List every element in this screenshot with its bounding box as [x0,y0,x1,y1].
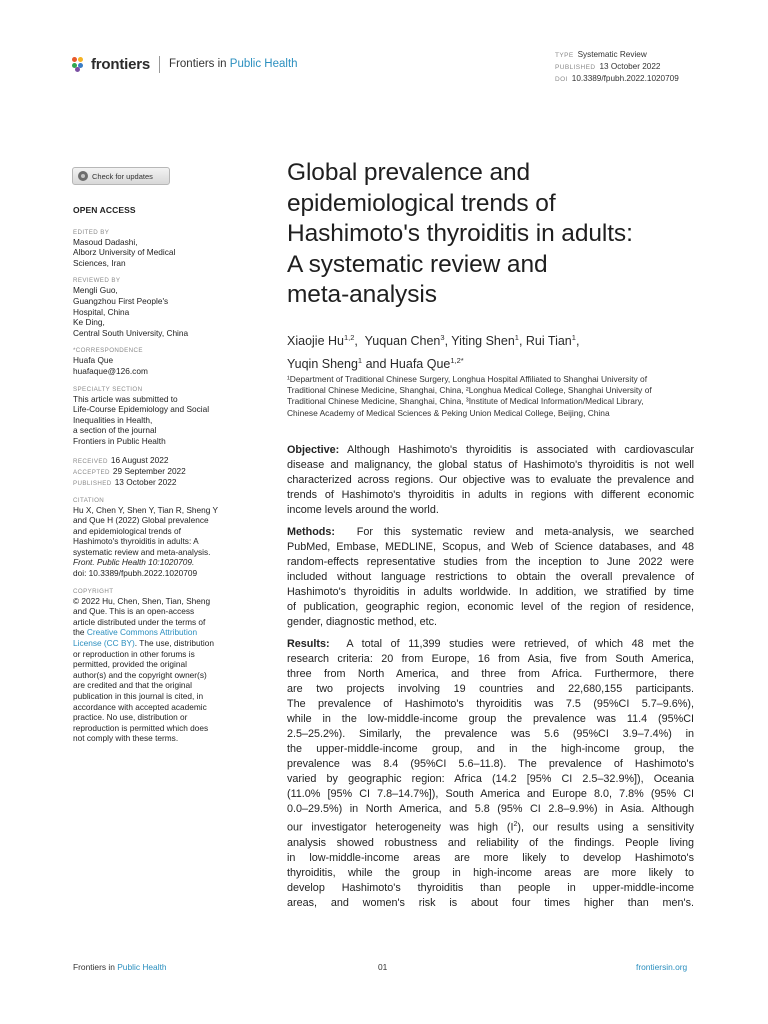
author-list: Xiaojie Hu$^{1,2}$, Yuquan Chen$^3$, Yiting Shen$^1$, Rui Tian$^1$, Yuqin Sheng$^1$ and Huafa Que$^{1,2*}$ [287,333,580,372]
abstract [287,443,694,918]
cc-license-link-2[interactable]: License (CC BY) [73,638,135,649]
reviewed-by: REVIEWED BY Mengli Guo, Guangzhou First People's Hospital, China Ke Ding, Central South University, China [73,277,189,338]
correspondence: *CORRESPONDENCE Huafa Que huafaque@126.com [73,346,233,376]
author[interactable]: Xiaojie Hu [287,334,344,349]
article-title: Global prevalence and epidemiological trends of Hashimoto's thyroiditis in adults: A systematic review and meta-analysis [287,159,633,308]
author[interactable]: Rui Tian [525,334,572,349]
meta-doi: DOI 10.3389/fpubh.2022.1020709 [555,74,679,83]
open-access-label: OPEN ACCESS [73,205,136,215]
author[interactable]: Huafa Que [389,357,451,372]
footer-journal: Frontiers in Public Health [73,962,167,972]
author[interactable]: Yiting Shen [451,334,515,349]
author[interactable]: Yuqin Sheng [287,357,358,372]
affiliations: ¹Department of Traditional Chinese Surgery, Longhua Hospital Affiliated to Shanghai University of Traditional Chinese Medicine, Shanghai, China, ²Longhua Medical College, Shanghai University of Traditional Chinese Medicine, Shanghai, China, ³Institute of Medical Information/Medical Library, Chinese Academy of Medical Sciences & Peking Union Medical College, Beijing, China [287,374,652,418]
cc-license-link[interactable]: Creative Commons Attribution [86,627,198,638]
check-updates-label: Check for updates [92,171,153,181]
citation: CITATION Hu X, Chen Y, Shen Y, Tian R, Sheng Y and Que H (2022) Global prevalence and epidemiological trends of Hashimoto's thyroiditis in adults: A systematic review and meta-analysis. Front. Public Health 10:1020709. doi: 10.3389/fpubh.2022.1020709 [73,496,218,579]
frontiers-logo-icon [72,57,87,72]
journal-logo [72,54,298,74]
footer-site-link[interactable]: frontiersin.org [636,962,688,972]
history-dates: RECEIVED 16 August 2022 ACCEPTED 29 September 2022 PUBLISHED 13 October 2022 [73,454,186,487]
journal-name: Frontiers in Public Health [169,58,298,70]
abstract-methods: Methods: For this systematic review and meta-analysis, we searched PubMed, Embase, MEDLINE, Scopus, and Web of Science databases, and 48 random-effects representative studies from the inception to June 2022 were included without language restrictions to obtain the overall prevalence of Hashimoto's thyroiditis in adults worldwide. In addition, we stratified by time of publication, geographic region, economic level of the region of residence, gender, diagnostic method, etc. [287,526,694,628]
logo-divider [159,56,160,73]
crossmark-icon [78,171,88,181]
specialty-section: SPECIALTY SECTION This article was submitted to Life-Course Epidemiology and Social Inequalities in Health, a section of the journal Frontiers in Public Health [73,385,210,446]
page-number: 01 [378,962,388,972]
check-for-updates-button[interactable] [72,167,170,185]
brand-name: frontiers [91,55,151,73]
meta-type: TYPE Systematic Review [555,50,647,59]
edited-by: EDITED BY Masoud Dadashi, Alborz University of Medical Sciences, Iran [73,228,176,268]
sidebar [73,205,233,752]
correspondence-email[interactable]: huafaque@126.com [73,365,148,376]
abstract-results: Results: A total of 11,399 studies were retrieved, of which 48 met the research criteria: 20 from Europe, 16 from Asia, five from South America, three from North America, and three from Africa. Furthermore, there are two projects involving 19 countries and 22,680,155 participants. The prevalence of Hashimoto's thyroiditis was 7.5 (95%CI 5.7–9.6%), while in the low-middle-income group the prevalence was 11.4 (95%CI 2.5–25.2%). Similarly, the prevalence was 5.6 (95%CI 3.9–7.4%) in the upper-middle-income group, and in the high-income group, the prevalence was 8.4 (95%CI 5.6–11.8). The prevalence of Hashimoto's varied by geographic region: Africa (14.2 [95% CI 2.5–32.9%]), Oceania (11.0% [95% CI 7.8–14.7%]), South America and Europe 8.0, 7.8% (95% CI 0.0–29.5%) in North America, and 5.8 (95% CI 2.8–9.9%) in Asia. Although our investigator heterogeneity was high $(I^2)$, our results using a sensitivity analysis showed robustness and reliability of the findings. People living in low-middle-income areas are more likely to develop Hashimoto's thyroiditis, while the group in high-income areas are more likely to develop Hashimoto's thyroiditis than people in upper-middle-income areas, and women's risk is about four times higher than men's. [287,638,694,909]
article-meta [555,49,679,85]
meta-published: PUBLISHED 13 October 2022 [555,62,661,71]
copyright: COPYRIGHT © 2022 Hu, Chen, Shen, Tian, Sheng and Que. This is an open-access article distributed under the terms of the Creative Commons Attribution License (CC BY). The use, distribution or reproduction in other forums is permitted, provided the original author(s) and the copyright owner(s) are credited and that the original publication in this journal is cited, in accordance with accepted academic practice. No use, distribution or reproduction is permitted which does not comply with these terms. [73,587,214,744]
abstract-objective: Objective: Although Hashimoto's thyroiditis is associated with cardiovascular disease and malignancy, the global status of Hashimoto's thyroiditis is not well characterized across regions. Our objective was to evaluate the prevalence and trends of Hashimoto's thyroiditis in adults in regions with different economic income levels around the world. [287,444,694,516]
author[interactable]: Yuquan Chen [364,334,441,349]
